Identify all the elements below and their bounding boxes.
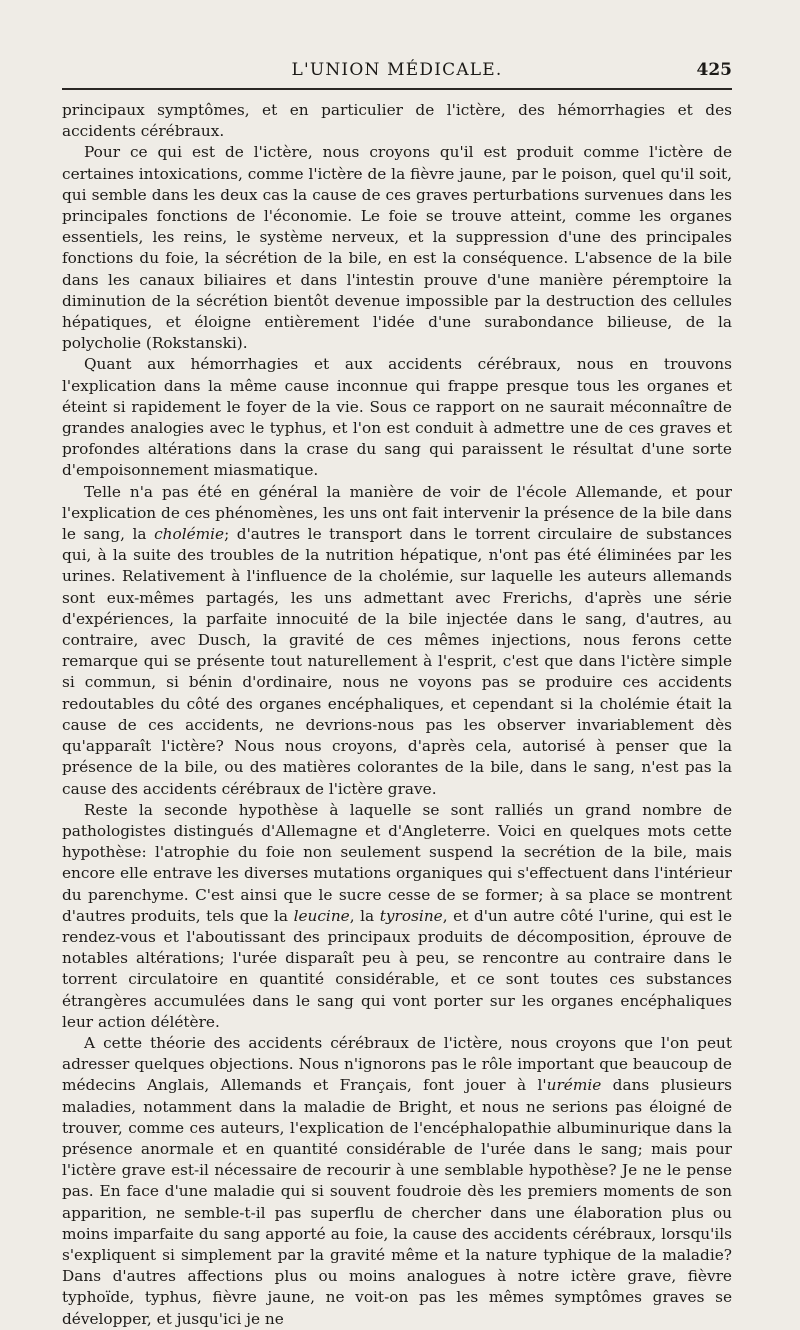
text-run: Quant aux hémorrhagies et aux accidents cérébraux, nous en trouvons l'explication dans la même cause inconnue qui frappe presque tous les organes et éteint si rapidement le foyer de la vie. Sous ce rapport on ne saurait méconnaître de grandes analogies avec le typhus, et l'on est conduit à admettre une de ces graves et profondes altérations dans la crase du sang qui paraissent le résultat d'une sorte d'empoisonnement miasmatique. (62, 355, 732, 480)
running-header (62, 58, 732, 90)
article-body (62, 100, 732, 1330)
paragraph (62, 100, 732, 142)
italic-term: tyrosine (379, 906, 443, 925)
text-run: Telle n'a pas été en général la manière de voir de l'école Allemande, et pour l'explication de ces phénomènes, les uns ont fait intervenir la présence de la bile dans le sang, la (62, 482, 732, 544)
italic-term: leucine (293, 906, 350, 925)
text-run: ; d'autres le transport dans le torrent circulaire de substances qui, à la suite des troubles de la nutrition hépatique, n'ont pas été éliminées par les urines. Relativement à l'influence de la cholémie, sur laquelle les auteurs allemands sont eux-mêmes partagés, les uns admettant avec Frerichs, d'après une série d'expériences, la parfaite innocuité de la bile injectée dans le sang, d'autres, au contraire, avec Dusch, la gravité de ces mêmes injections, nous ferons cette remarque qui se présente tout naturellement à l'esprit, c'est que dans l'ictère simple si commun, si bénin d'ordinaire, nous ne voyons pas se produire ces accidents redoutables du côté des organes encéphaliques, et cependant si la cholémie était la cause de ces accidents, ne devrions-nous pas les observer invariablement dès qu'apparaît l'ictère? Nous nous croyons, d'après cela, autorisé à penser que la présence de la bile, ou des matières colorantes de la bile, dans le sang, n'est pas la cause des accidents cérébraux de l'ictère grave. (62, 525, 733, 798)
italic-term: urémie (546, 1076, 602, 1095)
text-run: principaux symptômes, et en particulier de l'ictère, des hémorrhagies et des accidents cérébraux. (62, 101, 732, 141)
text-run: Pour ce qui est de l'ictère, nous croyons qu'il est produit comme l'ictère de certaines intoxications, comme l'ictère de la fièvre jaune, par le poison, quel qu'il soit, qui semble dans les deux cas la cause de ces graves perturbations survenues dans les principales fonctions de l'économie. Le foie se trouve atteint, comme les organes essentiels, les reins, le système nerveux, et la suppression d'une des principales fonctions du foie, la sécrétion de la bile, en est la conséquence. L'absence de la bile dans les canaux biliaires et dans l'intestin prouve d'une manière péremptoire la diminution de la sécrétion bientôt devenue impossible par la destruction des cellules hépatiques, et éloigne entièrement l'idée d'une surabondance bilieuse, de la polycholie (Rokstanski). (62, 143, 732, 353)
text-run: A cette théorie des accidents cérébraux de l'ictère, nous croyons que l'on peut adresser quelques objections. Nous n'ignorons pas le rôle important que beaucoup de médecins Anglais, Allemands et Français, font jouer à l' (62, 1033, 732, 1095)
journal-title: L'UNION MÉDICALE. (291, 60, 503, 80)
page-number: 425 (696, 60, 732, 80)
italic-term: cholémie (154, 525, 225, 544)
text-run: , et d'un autre côté l'urine, qui est le rendez-vous et l'aboutissant des principaux produits de décomposition, éprouve de notables altérations; l'urée disparaît peu à peu, se rencontre au contraire dans le torrent circulatoire en quantité considérable, et ce sont toutes ces substances étrangères accumulées dans le sang qui vont porter sur les organes encéphaliques leur action délétère. (62, 906, 732, 1031)
paragraph (62, 800, 732, 1033)
paragraph (62, 1033, 732, 1330)
text-run: dans plusieurs maladies, notamment dans la maladie de Bright, et nous ne serions pas éloigné de trouver, comme ces auteurs, l'explication de l'encéphalopathie albuminurique dans la présence anormale et en quantité considérable de l'urée dans le sang; mais pour l'ictère grave est-il nécessaire de recourir à une semblable hypothèse? Je ne le pense pas. En face d'une maladie qui si souvent foudroie dès les premiers moments de son apparition, ne semble-t-il pas superflu de chercher dans une élaboration plus ou moins imparfaite du sang apporté au foie, la cause des accidents cérébraux, lorsqu'ils s'expliquent si simplement par la gravité même et la nature typhique de la maladie? Dans d'autres affections plus ou moins analogues à notre ictère grave, fièvre typhoïde, typhus, fièvre jaune, ne voit-on pas les mêmes symptômes graves se développer, et jusqu'ici je ne (62, 1076, 733, 1328)
text-run: Reste la seconde hypothèse à laquelle se sont ralliés un grand nombre de pathologistes distingués d'Allemagne et d'Angleterre. Voici en quelques mots cette hypothèse: l'atrophie du foie non seulement suspend la secrétion de la bile, mais encore elle entrave les diverses mutations organiques qui s'effectuent dans l'intérieur du parenchyme. C'est ainsi que le sucre cesse de se former; à sa place se montrent d'autres produits, tels que la (62, 800, 732, 925)
paragraph (62, 354, 732, 481)
text-run: , la (349, 906, 380, 925)
paragraph (62, 142, 732, 354)
paragraph (62, 482, 732, 800)
